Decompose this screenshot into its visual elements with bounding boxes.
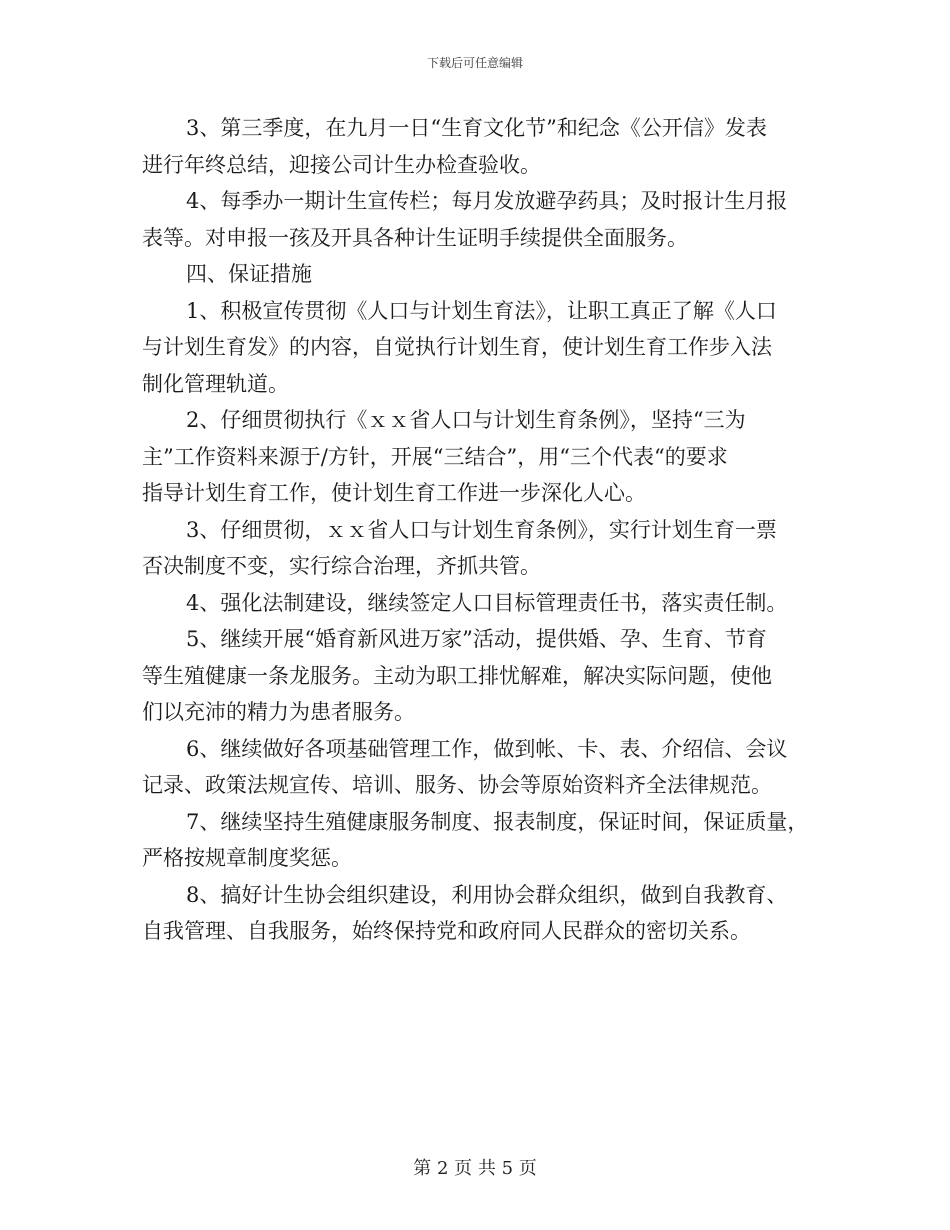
paragraph-line: 进行年终总结，迎接公司计生办检查验收。 [142,152,541,177]
paragraph-line: 等生殖健康一条龙服务。主动为职工排忧解难，解决实际问题，使他 [142,663,772,688]
paragraph-line: 7、继续坚持生殖健康服务制度、报表制度，保证时间，保证质量， [186,809,809,834]
section-heading: 四、保证措施 [186,262,312,286]
paragraph-line: 6、继续做好各项基础管理工作，做到帐、卡、表、介绍信、会议 [186,736,788,761]
paragraph-line: 表等。对申报一孩及开具各种计生证明手续提供全面服务。 [142,225,688,250]
paragraph-line: 主”工作资料来源于/方针，开展“三结合”，用“三个代表“的要求 [142,444,728,469]
paragraph-line: 指导计划生育工作，使计划生育工作进一步深化人心。 [142,481,646,505]
page-header: 下载后可任意编辑 [426,56,523,70]
paragraph-line: 1、积极宣传贯彻《人口与计划生育法》，让职工真正了解《人口 [186,298,777,323]
paragraph-line: 3、仔细贯彻，ｘｘ省人口与计划生育条例》，实行计划生育一票 [186,517,777,542]
paragraph-line: 与计划生育发》的内容，自觉执行计划生育，使计划生育工作步入法 [142,335,772,359]
paragraph-line: 们以充沛的精力为患者服务。 [142,700,415,724]
paragraph-line: 3、第三季度，在九月一日“生育文化节”和纪念《公开信》发表 [186,116,767,140]
paragraph-line: 8、搞好计生协会组织建设，利用协会群众组织，做到自我教育、 [186,882,788,907]
paragraph-line: 记录、政策法规宣传、培训、服务、协会等原始资料齐全法律规范。 [142,773,772,797]
paragraph-line: 制化管理轨道。 [142,371,289,396]
paragraph-line: 自我管理、自我服务，始终保持党和政府同人民群众的密切关系。 [142,919,751,943]
page-number-footer: 第 2 页 共 5 页 [413,1158,537,1179]
paragraph-line: 2、仔细贯彻执行《ｘｘ省人口与计划生育条例》，坚持“三为 [186,408,746,432]
paragraph-line: 4、强化法制建设，继续签定人口目标管理责任书，落实责任制。 [186,590,788,615]
paragraph-line: 5、继续开展“婚育新风进万家”活动，提供婚、孕、生育、节育 [186,627,767,651]
paragraph-line: 严格按规章制度奖惩。 [142,846,352,870]
paragraph-line: 4、每季办一期计生宣传栏；每月发放避孕药具；及时报计生月报 [186,189,788,213]
paragraph-line: 否决制度不变，实行综合治理，齐抓共管。 [142,554,541,578]
document-body [142,110,814,950]
